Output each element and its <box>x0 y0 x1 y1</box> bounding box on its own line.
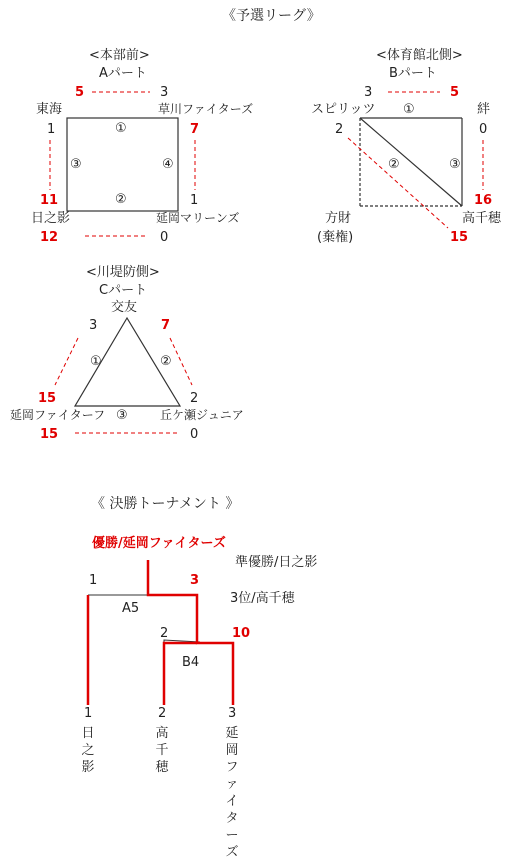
page-title: 《予選リーグ》 <box>222 8 321 24</box>
league-a-team-tl: 東海 <box>36 102 63 117</box>
league-a-match-right: ④ <box>162 157 174 172</box>
league-b-venue: <体育館北側> <box>376 48 463 63</box>
league-a-score-br-side: 1 <box>190 193 199 208</box>
final-runner-up: 準優勝/日之影 <box>235 555 318 570</box>
league-b-score-tl-side: 2 <box>335 122 344 137</box>
seed-1-name: 日 之 影 <box>81 726 95 775</box>
league-a-score-tl-upper: 5 <box>75 85 85 100</box>
league-a-score-tl-side: 1 <box>47 122 56 137</box>
league-b-team-bl: 方財 <box>325 211 352 226</box>
league-c-match-right: ② <box>160 354 172 369</box>
league-c-dash-right <box>170 338 192 385</box>
league-c-score-left-upper: 3 <box>89 318 98 333</box>
league-c-score-right-lower: 2 <box>190 391 199 406</box>
league-a-team-br: 延岡マリーンズ <box>156 211 240 225</box>
league-c-part: Cパート <box>99 283 148 298</box>
seed-3-num: 3 <box>228 706 237 721</box>
final-match-a5: A5 <box>122 601 140 616</box>
final-champion: 優勝/延岡ファイターズ <box>92 536 226 551</box>
league-c-team-top: 交友 <box>111 300 138 315</box>
league-a-venue: <本部前> <box>89 48 150 63</box>
final-score-a5-right: 3 <box>190 573 200 588</box>
league-b-team-bl-note: (棄権) <box>317 230 354 245</box>
league-a-score-bl-side: 11 <box>40 193 59 208</box>
league-b-match-top: ① <box>403 102 415 117</box>
league-a-score-bl-lower: 12 <box>40 230 59 245</box>
league-c-score-left-lower: 15 <box>38 391 57 406</box>
final-match-b4: B4 <box>182 655 200 670</box>
league-b-score-br-side: 16 <box>474 193 493 208</box>
league-b-match-diag: ② <box>388 157 400 172</box>
league-c-match-left: ① <box>90 354 102 369</box>
final-third: 3位/高千穂 <box>230 591 295 606</box>
seed-2-num: 2 <box>158 706 167 721</box>
league-a-team-bl: 日之影 <box>31 211 71 226</box>
league-b-team-tr: 絆 <box>477 102 491 117</box>
league-a-part: Aパート <box>99 66 147 81</box>
bracket-win-b4 <box>164 643 200 705</box>
league-b-score-tr-upper: 5 <box>450 85 460 100</box>
league-c-score-bottom-right: 0 <box>190 427 199 442</box>
league-c-score-right-upper: 7 <box>161 318 171 333</box>
final-score-b4-right: 10 <box>232 626 251 641</box>
league-b-team-tl: スピリッツ <box>311 102 376 117</box>
seed-2-name: 高 千 穂 <box>155 726 169 775</box>
league-a-match-left: ③ <box>70 157 82 172</box>
league-a-score-tr-side: 7 <box>190 122 200 137</box>
league-b-score-tl-upper: 3 <box>364 85 373 100</box>
league-c-match-bottom: ③ <box>116 408 128 423</box>
league-c-venue: <川堤防側> <box>86 265 160 280</box>
seed-3-name: 延 岡 フ ァ イ タ ー ズ <box>225 726 239 860</box>
seed-1-num: 1 <box>84 706 93 721</box>
league-a-score-tr-upper: 3 <box>160 85 169 100</box>
league-c-score-bottom-left: 15 <box>40 427 59 442</box>
league-a-score-br-lower: 0 <box>160 230 169 245</box>
league-b-team-br: 高千穂 <box>462 211 502 226</box>
league-b-score-br-lower: 15 <box>450 230 469 245</box>
final-title: 《 決勝トーナメント 》 <box>91 496 240 512</box>
league-b-match-right: ③ <box>449 157 461 172</box>
league-a-match-top: ① <box>115 121 127 136</box>
league-a-team-tr: 草川ファイターズ <box>158 102 254 116</box>
league-c-team-bl: 延岡ファイターフ <box>10 408 106 422</box>
final-score-a5-left: 1 <box>89 573 98 588</box>
league-b-score-tr-side: 0 <box>479 122 488 137</box>
final-score-b4-left: 2 <box>160 626 169 641</box>
league-c-dash-left <box>55 338 78 385</box>
league-a-match-bottom: ② <box>115 192 127 207</box>
league-c-team-br: 丘ケ瀬ジュニア <box>160 408 244 422</box>
league-b-part: Bパート <box>389 66 437 81</box>
